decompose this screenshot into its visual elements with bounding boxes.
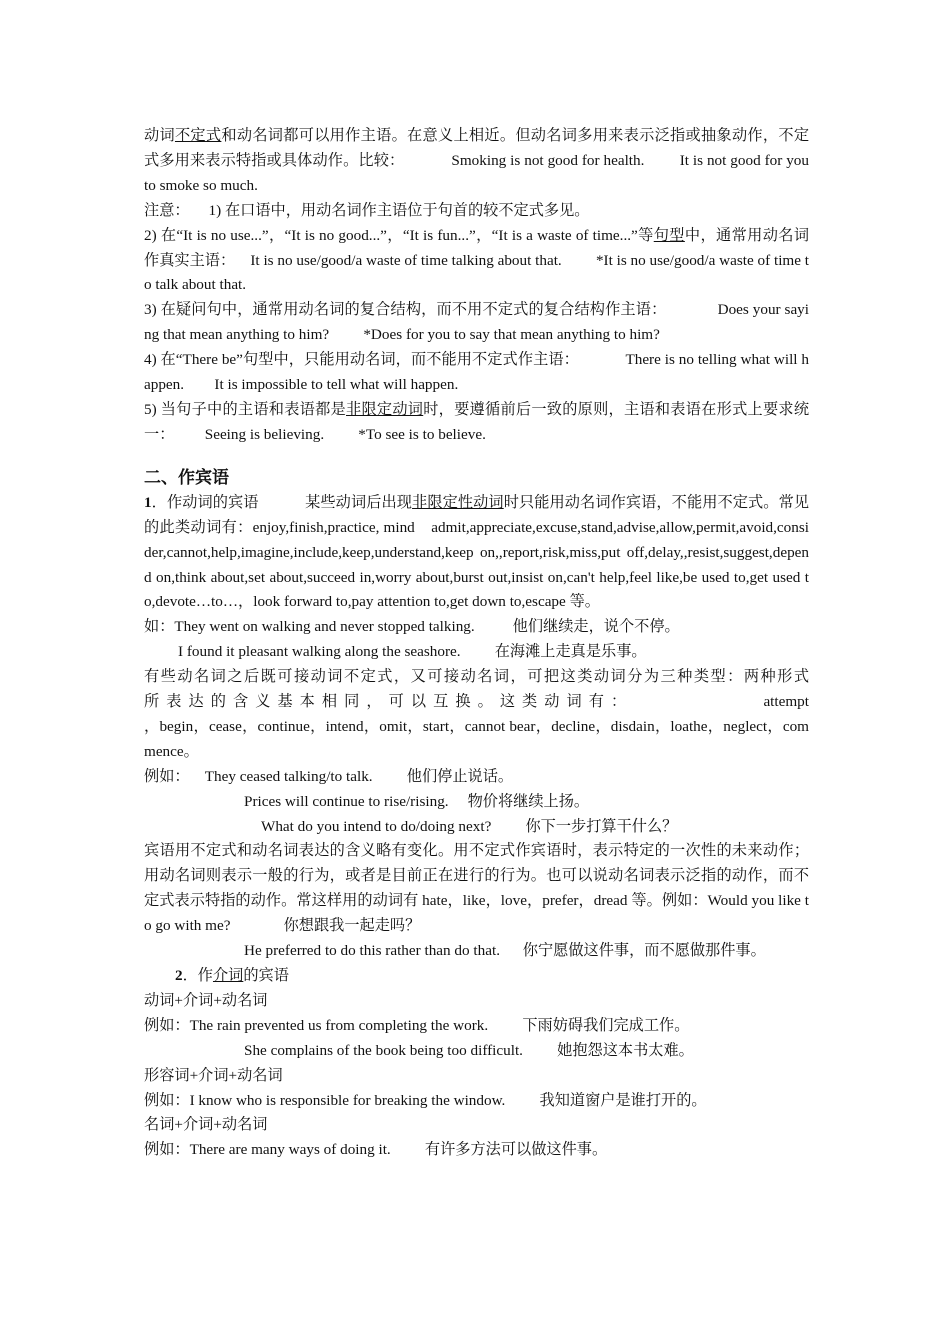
example-line: 例如：I know who is responsible for breaking the window. 我知道窗户是谁打开的。: [144, 1091, 707, 1109]
underlined-term: 非限定动词: [346, 400, 424, 418]
example-line: What do you intend to do/doing next? 你下一步打算干什么？: [261, 817, 678, 835]
text: 的宾语: [243, 967, 289, 984]
text: 中，通常用动名词作真实主语： It is no use/good/a waste of time talking about that. *It is no use/good/a waste of time to talk about that.: [144, 226, 810, 294]
text: 时只能用动名词作宾语，不能用不定式。常见的此类动词有：enjoy,finish,practice, mind admit,appreciate,excuse,stand,advise,allow,permit,avoid,consider,cannot,help,imagine,include,keep,understand,keep on,,report,risk,miss,put off,delay,,resist,suggest,depend on,think about,set about,succeed in,worry about,burst out,insist on,can't help,feel like,be used to,get used to,devote…to…，look forward to,pay attention to,get down to,escape 等。: [144, 493, 810, 611]
example-line: 例如：There are many ways of doing it. 有许多方法可以做这件事。: [144, 1141, 608, 1159]
example-line: Prices will continue to rise/rising. 物价将继续上扬。: [244, 792, 590, 810]
paragraph-infinitive-vs-gerund: 宾语用不定式和动名词表达的含义略有变化。用不定式作宾语时，表示特定的一次性的未来动作；用动名词则表示一般的行为，或者是目前正在进行的行为。也可以说动名词表示泛指的动作，而不定式表示特指的动作。常这样用的动词有 hate，like，love，prefer，dread 等。例如：Would you like to go with me? 你想跟我一起走吗？: [144, 842, 809, 935]
formula-line: 名词+介词+动名词: [144, 1116, 268, 1134]
paragraph-line: 有些动名词之后既可接动词不定式，又可接动名词，可把这类动词分为三种类型：两种形式: [144, 668, 809, 686]
text: 5) 当句子中的主语和表语都是: [144, 400, 347, 418]
subsection-verb-object: [144, 491, 809, 616]
underlined-term: 句型: [653, 226, 685, 244]
example-line: 例如：The rain prevented us from completing the work. 下雨妨碍我们完成工作。: [144, 1016, 690, 1034]
section-heading: 二、作宾语: [144, 467, 229, 488]
example-line: 例如： They ceased talking/to talk. 他们停止说话。: [144, 767, 514, 785]
document-page: [144, 124, 813, 1163]
text: ．作动词的宾语 某些动词后出现: [151, 493, 413, 511]
underlined-term: 介词: [212, 967, 244, 984]
formula-line: 形容词+介词+动名词: [144, 1066, 283, 1084]
subsection-prep-object: [144, 964, 809, 989]
example-line: She complains of the book being too difficult. 她抱怨这本书太难。: [244, 1041, 694, 1059]
text: 动词: [144, 127, 175, 144]
note-2: [144, 224, 809, 299]
subsection-number: 2: [175, 967, 183, 984]
underlined-term: 非限定性动词: [412, 493, 504, 511]
subsection-number: 1: [144, 493, 152, 511]
text: ．作: [182, 967, 213, 984]
paragraph-line: ，begin，cease，continue，intend，omit，start，cannot bear，decline，disdain，loathe，neglect，commence。: [144, 717, 809, 760]
note-3: 3) 在疑问句中，通常用动名词的复合结构，而不用不定式的复合结构作主语： Does your saying that mean anything to him? *Does for you to say that mean anything to him?: [144, 301, 809, 344]
note-1: 注意： 1) 在口语中，用动名词作主语位于句首的较不定式多见。: [144, 201, 590, 219]
note-4: 4) 在“There be”句型中，只能用动名词，而不能用不定式作主语： There is no telling what will happen. It is impossible to tell what will happen.: [144, 351, 809, 394]
example-line: He preferred to do this rather than do that. 你宁愿做这件事，而不愿做那件事。: [244, 942, 766, 960]
example-line: I found it pleasant walking along the seashore. 在海滩上走真是乐事。: [178, 643, 647, 661]
paragraph-line: 所表达的含义基本相同，可以互换。这类动词有： attempt: [144, 693, 809, 711]
underlined-term: 不定式: [174, 127, 222, 144]
formula-line: 动词+介词+动名词: [144, 991, 268, 1009]
text: 2) 在“It is no use...”，“It is no good...”，“It is fun...”，“It is a waste of time...”等: [144, 226, 654, 244]
text: 和动名词都可以用作主语。在意义上相近。但动名词多用来表示泛指或抽象动作，不定式多用来表示特指或具体动作。比较： Smoking is not good for health. It is not good for you to smoke so much.: [144, 127, 813, 194]
example-line: 如：They went on walking and never stopped talking. 他们继续走，说个不停。: [144, 618, 680, 636]
text: 时，要遵循前后一致的原则，主语和表语在形式上要求统一： Seeing is believing. *To see is to believe.: [144, 400, 810, 443]
paragraph-subject-comparison: [144, 124, 813, 199]
note-5: [144, 398, 809, 448]
